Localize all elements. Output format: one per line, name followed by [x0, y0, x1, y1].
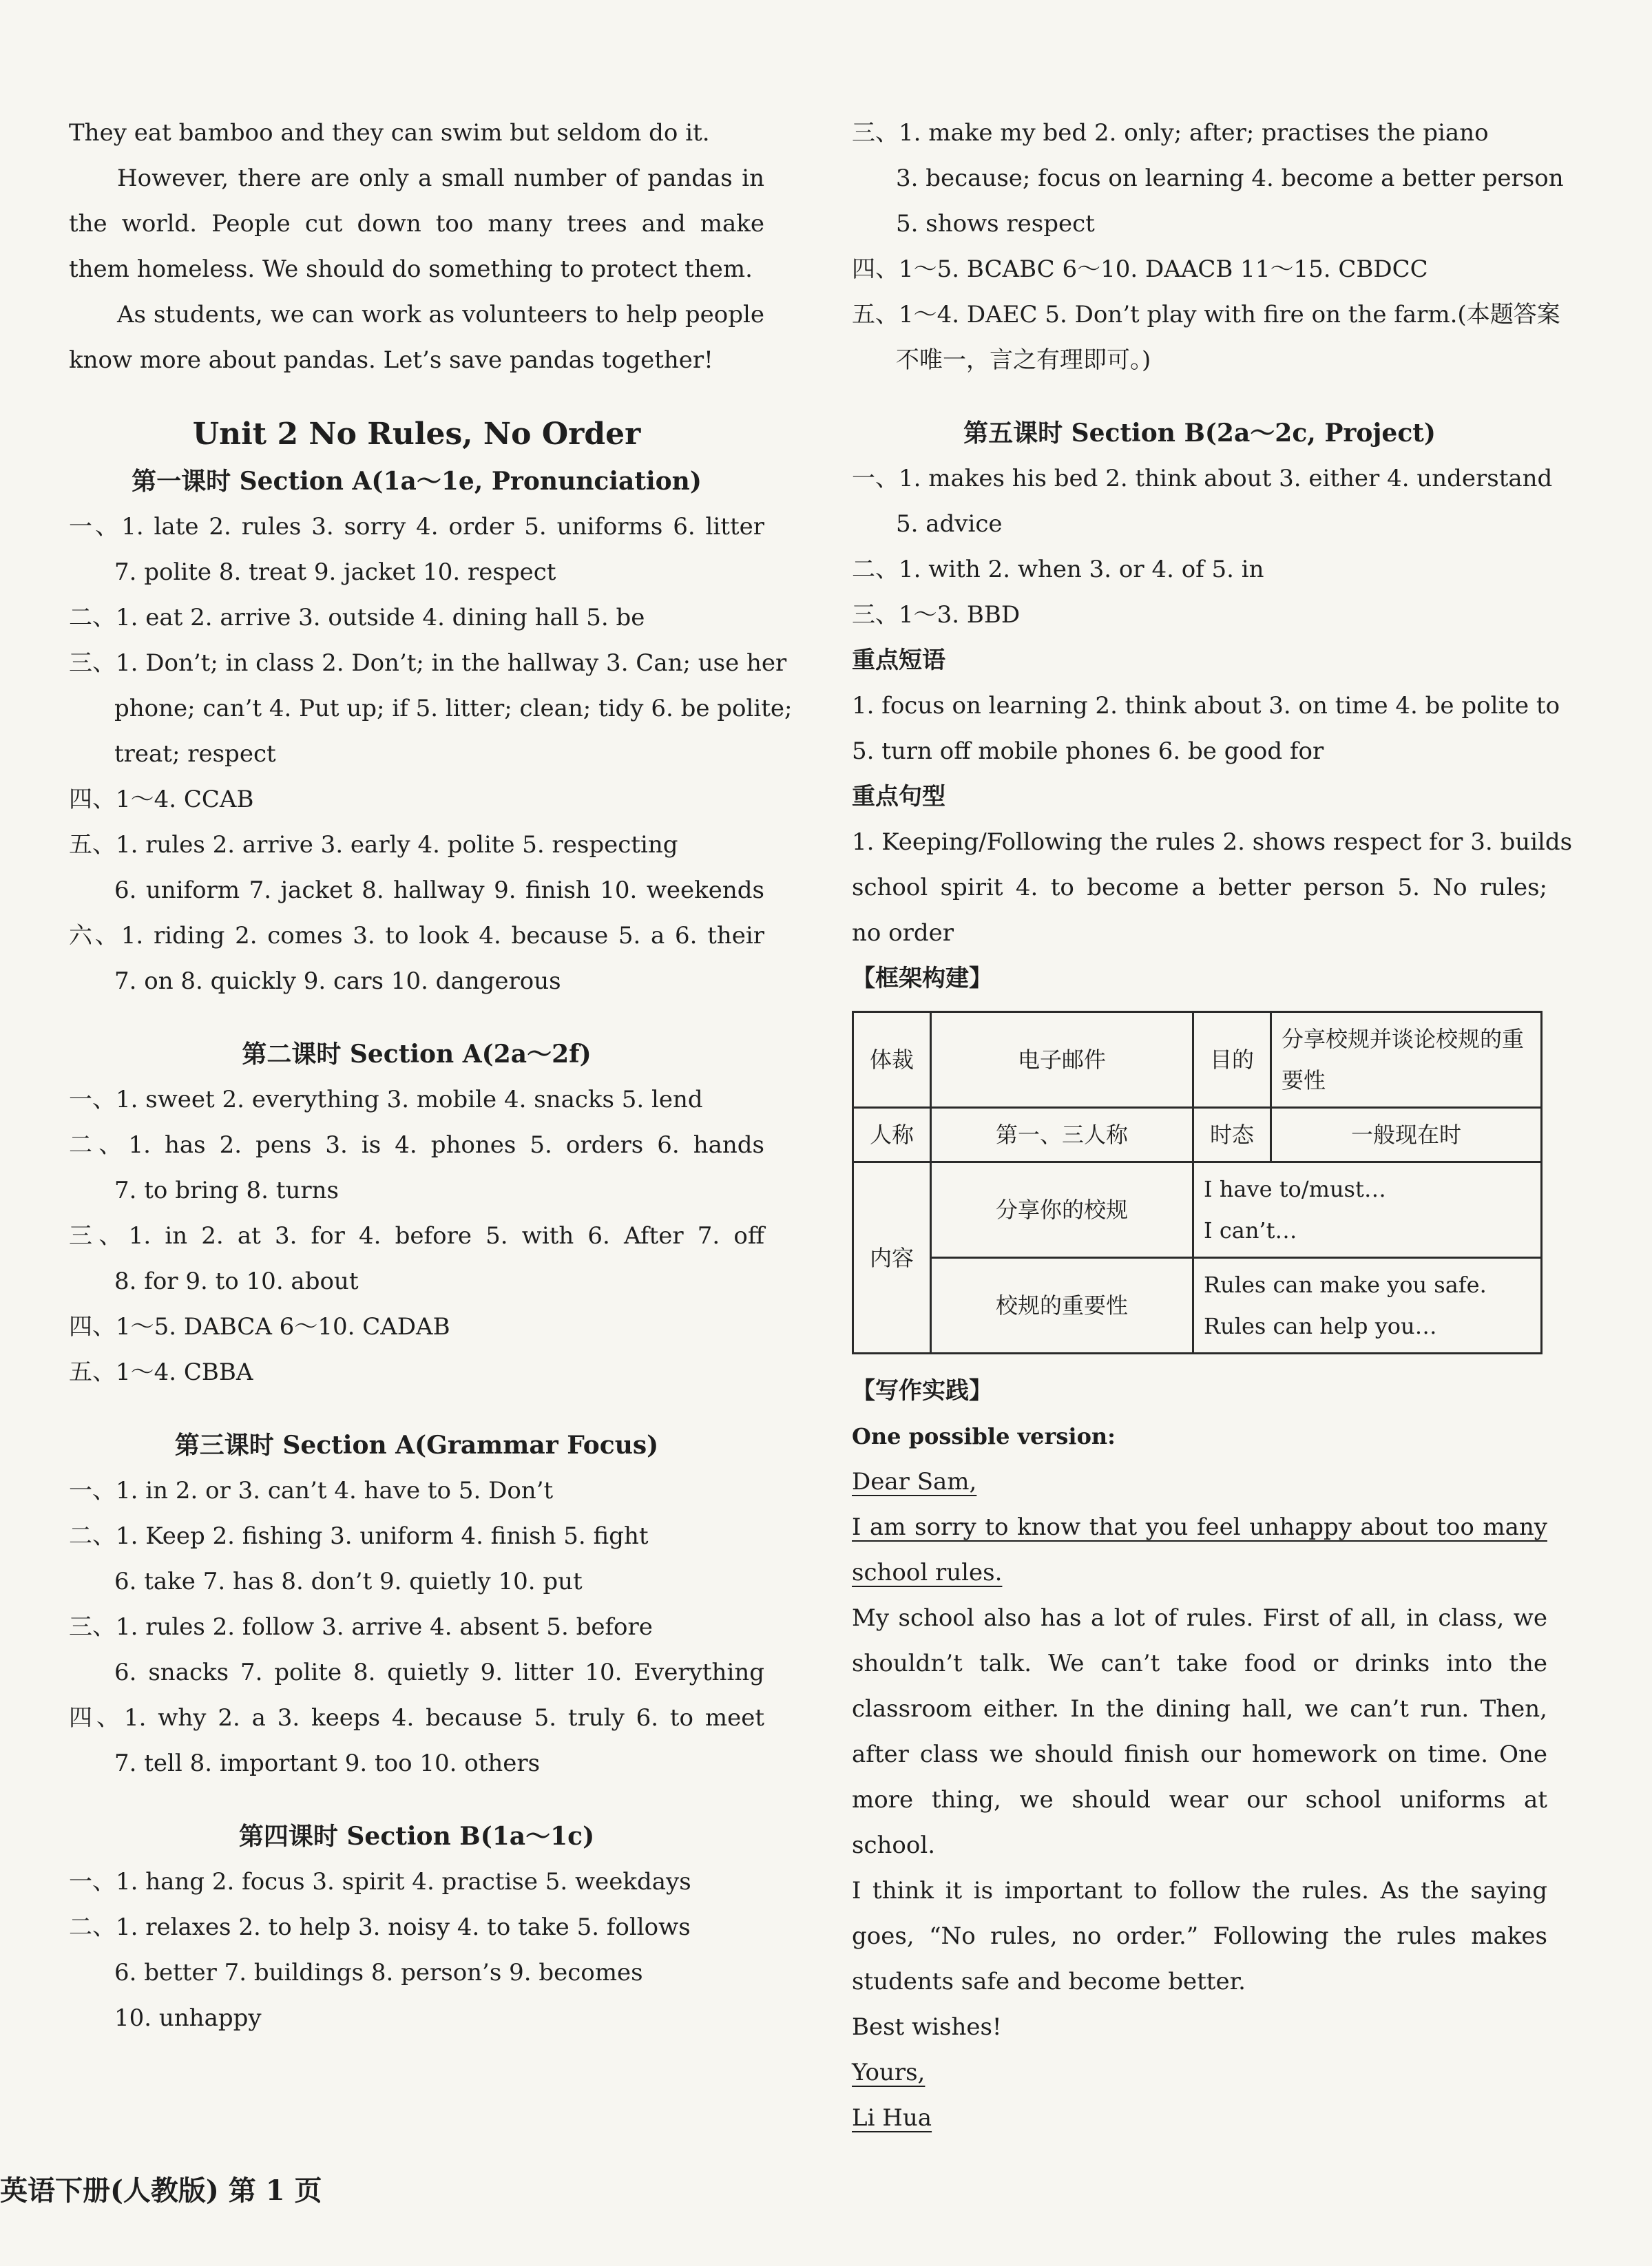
answer-line: 五、1～4. CBBA [69, 1358, 253, 1386]
answer-line: 二、1. eat 2. arrive 3. outside 4. dining hall 5. be [69, 604, 645, 631]
version-label: One possible version: [852, 1423, 1116, 1449]
intro-paragraph: As students, we can work as volunteers to help people know more about pandas. Let’s save pandas together! [69, 301, 764, 374]
answer-line: 五、1. rules 2. arrive 3. early 4. polite 5. respecting [69, 831, 678, 859]
framework-table [852, 1011, 1543, 1354]
answer-line: 四、1. why 2. a 3. keeps 4. because 5. truly 6. to meet [69, 1704, 764, 1732]
answer-line: 5. turn off mobile phones 6. be good for [852, 737, 1324, 765]
table-cell: 分享校规并谈论校规的重要性 [1271, 1012, 1542, 1108]
table-cell: 人称 [853, 1108, 931, 1162]
table-cell: 分享你的校规 [931, 1162, 1193, 1258]
table-cell: 电子邮件 [931, 1012, 1193, 1108]
answer-line: 二、1. Keep 2. fishing 3. uniform 4. finish 5. fight [69, 1522, 649, 1550]
right-column [852, 110, 1573, 2141]
letter-yours: Yours, [852, 2059, 926, 2086]
letter-closing: Best wishes! [852, 2013, 1002, 2041]
answer-line: 7. polite 8. treat 9. jacket 10. respect [114, 558, 556, 586]
answer-line: 三、1. Don’t; in class 2. Don’t; in the hallway 3. Can; use her [69, 649, 787, 677]
answer-line: school spirit 4. to become a better person 5. No rules; [852, 874, 1547, 901]
answer-line: 7. on 8. quickly 9. cars 10. dangerous [114, 967, 561, 995]
table-cell: 时态 [1193, 1108, 1271, 1162]
answer-line: 二、1. with 2. when 3. or 4. of 5. in [852, 556, 1264, 583]
table-cell: 一般现在时 [1271, 1108, 1542, 1162]
table-cell: 校规的重要性 [931, 1258, 1193, 1354]
answer-line: 二、1. has 2. pens 3. is 4. phones 5. orders 6. hands [69, 1131, 764, 1159]
letter-opening: I am sorry to know that you feel unhappy about too many school rules. [852, 1513, 1547, 1586]
answer-line: no order [852, 919, 954, 947]
section-heading: 【写作实践】 [852, 1377, 992, 1405]
answer-line: 1. Keeping/Following the rules 2. shows respect for 3. builds [852, 828, 1573, 856]
answer-line: phone; can’t 4. Put up; if 5. litter; clean; tidy 6. be polite; [114, 695, 793, 722]
answer-line: 三、1. make my bed 2. only; after; practises the piano [852, 119, 1489, 147]
answer-line: 三、1～3. BBD [852, 601, 1021, 629]
table-cell: 内容 [853, 1162, 931, 1354]
intro-line: They eat bamboo and they can swim but seldom do it. [69, 119, 710, 147]
lesson-title: 第五课时 Section B(2a～2c, Project) [963, 419, 1436, 448]
letter-body: My school also has a lot of rules. First of all, in class, we shouldn’t talk. We can’t take food or drinks into the classroom either. In the dining hall, we can’t run. Then, after class we should finish our homework on time. One more thing, we should wear our school uniforms at school. [852, 1604, 1547, 1859]
answer-line: 6. better 7. buildings 8. person’s 9. becomes [114, 1959, 643, 1986]
letter-greeting: Dear Sam, [852, 1468, 977, 1496]
answer-line: 5. shows respect [896, 210, 1095, 238]
table-cell-line: Rules can make you safe. [1204, 1272, 1487, 1298]
answer-line: 6. uniform 7. jacket 8. hallway 9. finish 10. weekends [114, 877, 764, 904]
section-heading: 重点句型 [852, 783, 945, 810]
answer-line: 6. take 7. has 8. don’t 9. quietly 10. put [114, 1568, 583, 1595]
answer-line: 一、1. makes his bed 2. think about 3. either 4. understand [852, 465, 1553, 492]
table-cell-line: I can’t… [1204, 1217, 1297, 1244]
lesson-title: 第三课时 Section A(Grammar Focus) [174, 1431, 659, 1460]
table-cell [1193, 1258, 1542, 1354]
answer-line: 6. snacks 7. polite 8. quietly 9. litter 10. Everything [114, 1659, 764, 1686]
answer-line: 1. focus on learning 2. think about 3. on time 4. be polite to [852, 692, 1560, 720]
answer-line: 一、1. sweet 2. everything 3. mobile 4. snacks 5. lend [69, 1086, 703, 1113]
unit-title: Unit 2 No Rules, No Order [192, 417, 641, 452]
answer-line: 五、1～4. DAEC 5. Don’t play with fire on the farm.(本题答案 [852, 301, 1560, 328]
table-cell-line: Rules can help you… [1204, 1313, 1437, 1339]
answer-line: treat; respect [114, 740, 276, 768]
lesson-title: 第四课时 Section B(1a～1c) [238, 1822, 595, 1851]
answer-line: 7. tell 8. important 9. too 10. others [114, 1750, 541, 1777]
intro-paragraph: However, there are only a small number of pandas in the world. People cut down too many trees and make them homeless. We should do something to protect them. [69, 165, 764, 283]
answer-line: 四、1～5. BCABC 6～10. DAACB 11～15. CBDCC [852, 255, 1428, 283]
table-cell-line: I have to/must… [1204, 1176, 1386, 1202]
answer-line: 一、1. hang 2. focus 3. spirit 4. practise 5. weekdays [69, 1868, 691, 1896]
answer-line: 四、1～5. DABCA 6～10. CADAB [69, 1313, 450, 1341]
table-cell: 体裁 [853, 1012, 931, 1108]
table-cell [1193, 1162, 1542, 1258]
lesson-title: 第二课时 Section A(2a～2f) [242, 1040, 592, 1069]
answer-line: 5. advice [896, 510, 1003, 538]
answer-line: 四、1～4. CCAB [69, 786, 254, 813]
answer-line: 三、1. in 2. at 3. for 4. before 5. with 6. After 7. off [69, 1222, 764, 1250]
letter-signature: Li Hua [852, 2104, 932, 2132]
answer-line: 一、1. in 2. or 3. can’t 4. have to 5. Don’t [69, 1477, 554, 1504]
answer-line: 10. unhappy [114, 2004, 262, 2032]
answer-line: 一、1. late 2. rules 3. sorry 4. order 5. uniforms 6. litter [69, 513, 764, 541]
answer-line: 六、1. riding 2. comes 3. to look 4. because 5. a 6. their [69, 922, 764, 950]
table-cell: 目的 [1193, 1012, 1271, 1108]
letter-body: I think it is important to follow the rules. As the saying goes, “No rules, no order.” Following the rules makes students safe and become better. [852, 1877, 1547, 1995]
answer-line: 不唯一，言之有理即可。) [896, 346, 1151, 374]
section-heading: 【框架构建】 [852, 965, 992, 992]
page-footer: 英语下册(人教版) 第 1 页 [0, 2174, 322, 2207]
lesson-title: 第一课时 Section A(1a～1e, Pronunciation) [132, 467, 702, 496]
answer-line: 二、1. relaxes 2. to help 3. noisy 4. to take 5. follows [69, 1913, 691, 1941]
answer-line: 8. for 9. to 10. about [114, 1268, 359, 1295]
section-heading: 重点短语 [852, 647, 945, 674]
answer-line: 3. because; focus on learning 4. become a better person [896, 165, 1564, 192]
table-cell: 第一、三人称 [931, 1108, 1193, 1162]
answer-line: 7. to bring 8. turns [114, 1177, 339, 1204]
left-column [69, 110, 793, 2041]
answer-line: 三、1. rules 2. follow 3. arrive 4. absent 5. before [69, 1613, 653, 1641]
